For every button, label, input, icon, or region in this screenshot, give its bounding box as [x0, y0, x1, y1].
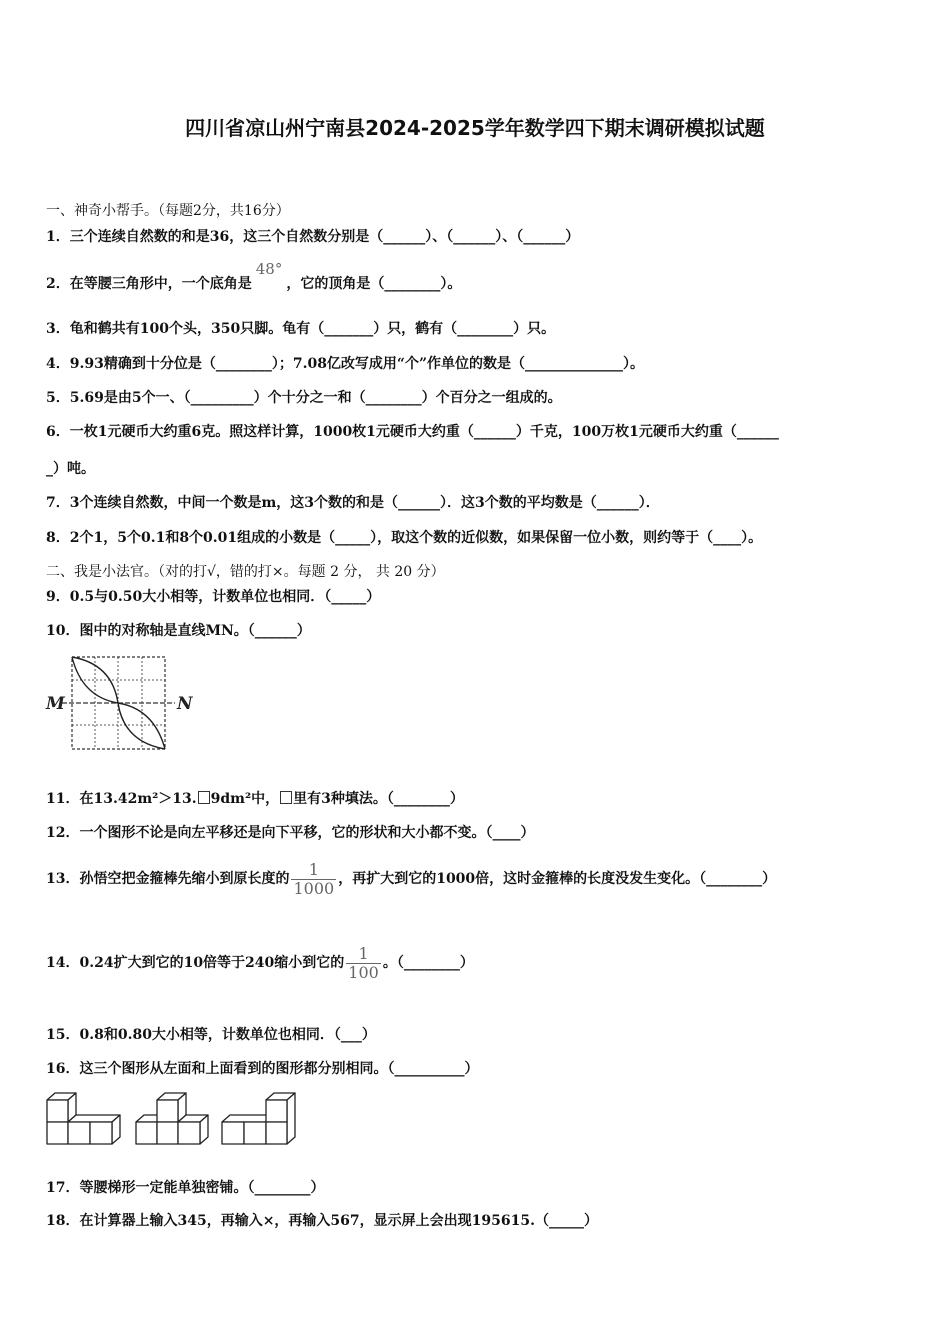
- fraction-one-thousandth: [291, 861, 336, 898]
- question-10: 10．图中的对称轴是直线MN。（______）: [46, 623, 311, 639]
- page-title: 四川省凉山州宁南县2024-2025学年数学四下期末调研模拟试题: [185, 116, 765, 140]
- question-1: 1．三个连续自然数的和是36，这三个自然数分别是（______）、（______）、（______）: [46, 229, 580, 245]
- question-6: 6．一枚1元硬币大约重6克。照这样计算，1000枚1元硬币大约重（______）千克，100万枚1元硬币大约重（______: [46, 424, 779, 440]
- symmetry-grid-figure: [44, 652, 196, 752]
- question-6-continued: _）吨。: [46, 461, 95, 477]
- section-heading-1: 一、神奇小帮手。（每题2分，共16分）: [46, 203, 290, 219]
- question-9: 9．0.5与0.50大小相等，计数单位也相同．（_____）: [46, 589, 381, 605]
- section-heading-2: 二、我是小法官。（对的打√，错的打×。每题 2 分， 共 20 分）: [46, 564, 445, 580]
- question-13: [46, 859, 776, 899]
- question-2: [46, 260, 462, 294]
- fraction-one-hundredth: [346, 945, 381, 982]
- blank-box-icon: [198, 791, 210, 804]
- question-13-text-b: ，再扩大到它的1000倍，这时金箍棒的长度没发生变化。（________）: [338, 871, 777, 887]
- fraction-numerator: 1: [358, 943, 369, 963]
- cube-arrangements-figure: [44, 1090, 304, 1146]
- question-7: 7．3个连续自然数，中间一个数是m，这3个数的和是（______）．这3个数的平均数是（______）．: [46, 495, 660, 511]
- question-12: 12．一个图形不论是向左平移还是向下平移，它的形状和大小都不变。（____）: [46, 825, 535, 841]
- blank-box-icon: [280, 791, 292, 804]
- question-4: 4．9.93精确到十分位是（________）；7.08亿改写成用“个”作单位的数是（______________）。: [46, 356, 645, 372]
- question-2-text-a: 2．在等腰三角形中，一个底角是: [46, 276, 252, 292]
- question-14-text-a: 14．0.24扩大到它的10倍等于240缩小到它的: [46, 955, 345, 971]
- label-n: N: [177, 694, 193, 714]
- question-11: [46, 789, 464, 809]
- question-17: 17．等腰梯形一定能单独密铺。（________）: [46, 1180, 325, 1196]
- question-18: 18．在计算器上输入345，再输入×，再输入567，显示屏上会出现195615.（_____）: [46, 1213, 598, 1229]
- fraction-numerator: 1: [308, 859, 319, 879]
- question-14: [46, 943, 474, 983]
- question-11-text-b: 9dm²中，: [210, 791, 280, 807]
- question-14-text-b: 。（________）: [382, 955, 474, 971]
- question-13-text-a: 13．孙悟空把金箍棒先缩小到原长度的: [46, 871, 290, 887]
- label-m: M: [46, 694, 65, 714]
- fraction-denominator: 1000: [293, 878, 335, 898]
- question-11-text-c: 里有3种填法。（________）: [293, 791, 464, 807]
- angle-48-degrees: 48°: [255, 260, 283, 278]
- question-8: 8．2个1，5个0.1和8个0.01组成的小数是（_____），取这个数的近似数，如果保留一位小数，则约等于（____）。: [46, 530, 763, 546]
- question-5: 5．5.69是由5个一、（_________）个十分之一和（________）个百分之一组成的。: [46, 390, 562, 406]
- question-3: 3．龟和鹤共有100个头，350只脚。龟有（_______）只，鹤有（________）只。: [46, 321, 556, 337]
- fraction-denominator: 100: [348, 962, 379, 982]
- question-2-text-b: ，它的顶角是（________）。: [286, 276, 462, 292]
- question-11-text-a: 11．在13.42m²＞13.: [46, 791, 197, 807]
- question-15: 15．0.8和0.80大小相等，计数单位也相同．（___）: [46, 1027, 376, 1043]
- question-16: 16．这三个图形从左面和上面看到的图形都分别相同。（__________）: [46, 1061, 479, 1077]
